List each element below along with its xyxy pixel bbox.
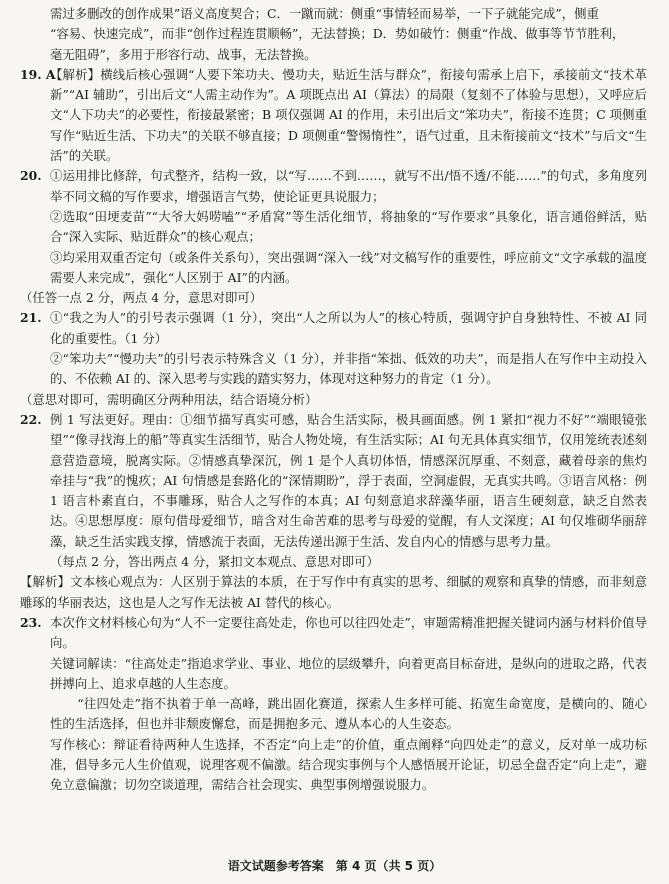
keyword-interpretation: 关键词解读：“往高处走”指追求学业、事业、地位的层级攀升，向着更高目标奋进，是纵向的进取之路，代表拼搏向上、追求卓越的人生态度。 (50, 655, 647, 691)
scoring-note: （意思对即可，需明确区分两种用法，结合语境分析） (20, 391, 318, 407)
page-footer: 语文试题参考答案 第 4 页（共 5 页） (227, 858, 442, 873)
question-number: 22. (20, 411, 42, 427)
writing-core: 写作核心：辩证看待两种人生选择，不否定“向上走”的价值，重点阐释“向四处走”的意义，反对单一成功标准，倡导多元人生价值观，说理客观不偏激。结合现实事例与个人感悟展开论证，切忌全盘否定“向上走”，避免立意偏激；切勿空谈道理，需结合社会现实、典型事例增强说服力。 (50, 736, 647, 793)
analysis-text: 【解析】文本核心观点为：人区别于算法的本质，在于写作中有真实的思考、细腻的观察和真挚的情感，而非刻意雕琢的华丽表达，这也是人之写作无法被 AI 替代的核心。 (20, 574, 647, 610)
text-line: 需过多删改的创作成果”语义高度契合；C．一蹴而就：侧重“事情轻而易举，一下子就能完成”，侧重 (50, 6, 599, 21)
text-line: 毫无阻碍”，多用于形容行动、战事，无法替换。 (50, 46, 317, 62)
point-1: ①运用排比修辞，句式整齐，结构一致，以“写……不到……，就写不出/悟不透/不能……”的句式，多角度列举不同文稿的写作要求，增强语言气势，使论证更具说服力； (50, 168, 647, 204)
question-number: 21. (20, 310, 42, 326)
keyword-interpretation: “往四处走”指不执着于单一高峰，跳出固化赛道，探索人生多样可能、拓宽生命宽度，是横向的、随心性的生活选择，但也并非颓废懈怠，而是拥抱多元、遵从本心的人生姿态。 (50, 696, 647, 732)
q19-answer (20, 65, 647, 166)
text-line: “容易、快速完成”，而非“创作过程连贯顺畅”，无法替换；D．势如破竹：侧重“作战、做事等节节胜利， (50, 26, 625, 42)
point-2: ②“笨功夫”“慢功夫”的引号表示特殊含义（1 分），并非指“笨拙、低效的功夫”，而是指人在写作中主动投入的、不依赖 AI 的、深入思考与实践的踏实努力，体现对这种努力的肯定（1 分）。 (50, 351, 647, 387)
q18-continuation (20, 4, 647, 65)
q23-answer (20, 613, 647, 654)
q22-answer (20, 410, 647, 572)
point-3: ③均采用双重否定句（或条件关系句），突出强调“深入一线”对文稿写作的重要性，呼应前文“文字承载的温度需要人来完成”，强化“人区别于 AI”的内涵。 (50, 249, 647, 285)
q21-answer (20, 308, 647, 389)
question-number: 23. (20, 614, 42, 630)
answer-text: 例 1 写法更好。理由：①细节描写真实可感，贴合生活实际，极具画面感。例 1 紧扣“视力不好”“端眼镜张望”“像寻找海上的船”等真实生活细节，贴合人物处境，有生活实际；AI 句无具体真实细节，仅用笼统表述刻意营造意境，脱离实际。②情感真挚深沉，例 1 是个人真切体悟，情感深沉厚重、不刻意，藏着母亲的焦灼牵挂与“我”的愧疚；AI 句情感是套路化的“深情期盼”，浮于表面，空洞虚假，无真实共鸣。③语言风格：例 1 语言朴素直白，不事雕琢，贴合人之写作的本真；AI 句刻意追求辞藻华丽，语言生硬刻意，缺乏自然表达。④思想厚度：原句借母爱细节，暗含对生命苦难的思考与母爱的觉醒，有人文深度；AI 句仅堆砌华丽辞藻，缺乏生活实践支撑，情感流于表面，无法传递出源于生活、发自内心的情感与思考力量。 (50, 411, 647, 549)
point-2: ②选取“田埂麦苗”“大爷大妈唠嗑”“矛盾窝”等生活化细节，将抽象的“写作要求”具象化，语言通俗鲜活，贴合“深入实际、贴近群众”的核心观点； (50, 208, 647, 245)
analysis-text: 【解析】横线后核心强调“人要下笨功夫、慢功夫，贴近生活与群众”，衔接句需承上启下，承接前文“技术革新”“AI 辅助”，引出后文“人需主动作为”。A 项既点出 AI（算法）的局限（复刻不了体验与思想），又呼应后文“人下功夫”的必要性，衔接最紧密；B 项仅强调 AI 的作用，未引出后文“笨功夫”，衔接不连贯；C 项侧重写作“贴近生活、下功夫”的关联不够直接；D 项侧重“警惕惰性”，语气过重，且未衔接前文“技术”与后文“生活”的关联。 (50, 66, 647, 164)
point-1: ①“我之为人”的引号表示强调（1 分），突出“人之所以为人”的核心特质，强调守护自身独特性、不被 AI 同化的重要性。（1 分） (50, 310, 647, 346)
question-number: 20. (20, 168, 42, 184)
question-number: 19. A (20, 66, 56, 82)
q20-answer (20, 166, 647, 288)
scoring-note: （每点 2 分，答出两点 4 分，紧扣文本观点、意思对即可） (50, 554, 379, 570)
scoring-note: （任答一点 2 分，两点 4 分，意思对即可） (20, 290, 263, 306)
intro-text: 本次作文材料核心句为“人不一定要往高处走，你也可以往四处走”，审题需精准把握关键词内涵与材料价值导向。 (50, 614, 647, 651)
